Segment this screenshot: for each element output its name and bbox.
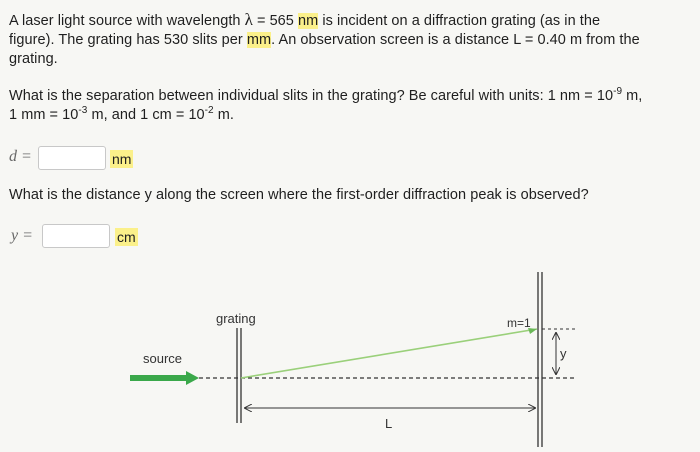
unit-highlight: nm (298, 13, 319, 29)
y-label: y (560, 346, 567, 361)
unit-highlight: mm (246, 32, 272, 48)
grating-label: grating (216, 311, 256, 326)
beam-arrow-icon (186, 371, 199, 385)
order-label: m=1 (507, 316, 531, 330)
source-label: source (143, 351, 183, 366)
first-order-ray (241, 329, 537, 378)
problem-line-2: figure). The grating has 530 slits per mm. An observation screen is a distance L = 0.40 m from the (9, 32, 640, 48)
y-variable-label: y = (11, 227, 33, 244)
d-unit-label: nm (112, 151, 132, 167)
problem-line-1: A laser light source with wavelength λ = 565 nm is incident on a diffraction grating (as in the (9, 10, 601, 29)
y-unit-label: cm (117, 229, 136, 245)
incident-beam (130, 375, 188, 381)
problem-line-3: grating. (9, 51, 58, 67)
L-label: L (385, 416, 393, 431)
question-1-text: What is the separation between individual slits in the grating? Be careful with units: 1 nm = $10^{-9}$ m, 1 mm = $10^{-3}$ m, and 1 cm = $10^{-2}$ m. (9, 86, 643, 123)
question-2-text: What is the distance y along the screen where the first-order diffraction peak is observed? (9, 187, 589, 203)
d-variable-label: d = (9, 148, 32, 165)
